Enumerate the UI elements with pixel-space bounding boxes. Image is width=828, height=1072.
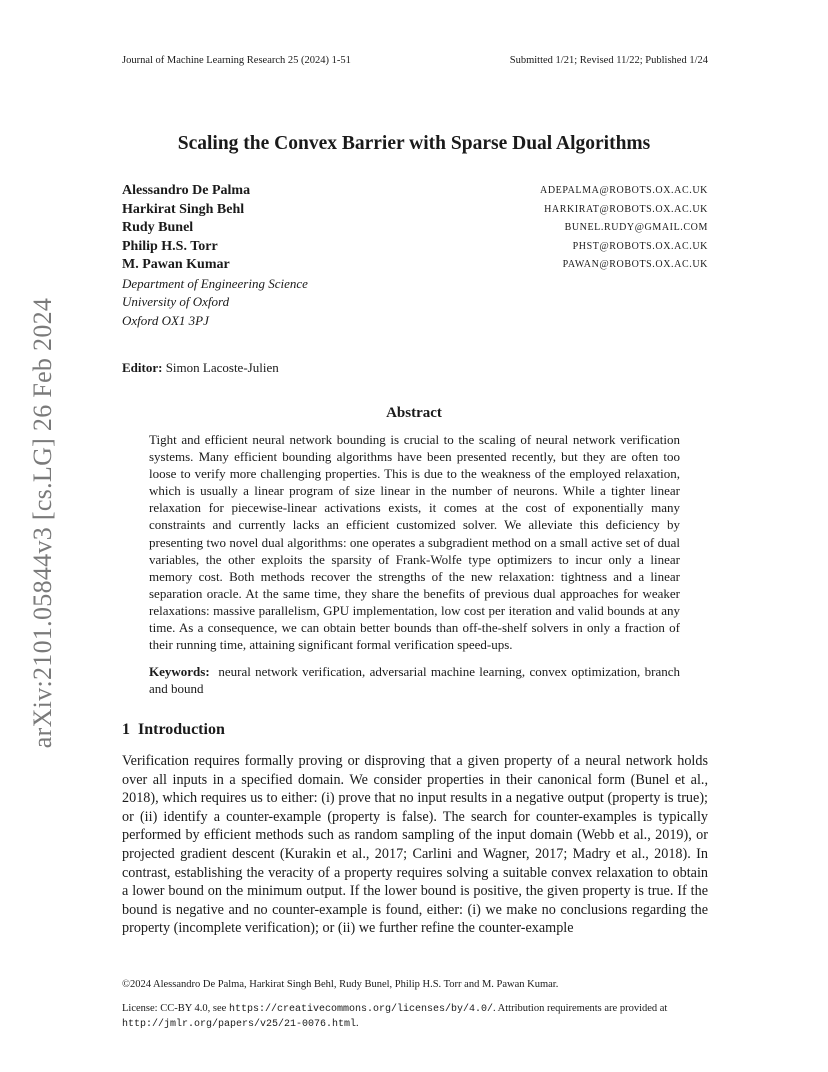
keywords (149, 663, 680, 697)
section-title: Introduction (138, 721, 225, 738)
editor-name: Simon Lacoste-Julien (165, 360, 279, 375)
license-link[interactable]: https://creativecommons.org/licenses/by/4.0/ (228, 1004, 493, 1015)
abstract-text: Tight and efficient neural network bounding is crucial to the scaling of neural network verification systems. Many efficient bounding algorithms have been presented recently, but they are often too loose to verify more challenging properties. This is due to the weakness of the employed relaxation, which is usually a linear program of size linear in the number of neurons. While a tighter linear relaxation for piecewise-linear activations exists, it comes at the cost of exponentially many constraints and currently lacks an efficient customized solver. We alleviate this deficiency by presenting two novel dual algorithms: one operates a subgradient method on a small active set of dual variables, the other exploits the sparsity of Frank-Wolfe type optimizers to incur only a linear memory cost. Both methods recover the strengths of the new relaxation: tightness and a linear separation oracle. At the same time, they share the benefits of previous dual approaches for weaker relaxations: massive parallelism, GPU implementation, low cost per iteration and valid bounds at any time. As a consequence, we can obtain better bounds than off-the-shelf solvers in only a fraction of their running time, attaining significant formal verification speed-ups. (149, 432, 680, 653)
author-email[interactable]: ADEPALMA@ROBOTS.OX.AC.UK (540, 185, 708, 196)
paper-title: Scaling the Convex Barrier with Sparse Dual Algorithms (177, 133, 651, 154)
license-suffix: . (356, 1018, 359, 1029)
copyright-notice: ©2024 Alessandro De Palma, Harkirat Singh Behl, Rudy Bunel, Philip H.S. Torr and M. Pawan Kumar. (122, 979, 559, 990)
editor-label: Editor: (122, 360, 163, 375)
author-name: Rudy Bunel (122, 220, 194, 235)
keywords-label: Keywords: (149, 664, 210, 679)
abstract-heading: Abstract (386, 405, 442, 421)
affiliation-address: Oxford OX1 3PJ (122, 312, 209, 328)
submission-dates: Submitted 1/21; Revised 11/22; Published 1/24 (509, 55, 708, 66)
author-name: Philip H.S. Torr (122, 238, 218, 254)
author-row (122, 238, 708, 257)
author-block (122, 182, 708, 330)
author-email[interactable]: BUNEL.RUDY@GMAIL.COM (564, 222, 708, 233)
author-row (122, 256, 708, 275)
author-name: Alessandro De Palma (122, 183, 251, 198)
author-row (122, 201, 708, 220)
page-footer (122, 978, 708, 1032)
editor-line (122, 360, 279, 376)
author-name: Harkirat Singh Behl (122, 201, 245, 217)
author-email[interactable]: PAWAN@ROBOTS.OX.AC.UK (562, 259, 708, 270)
running-header (122, 55, 708, 66)
journal-citation: Journal of Machine Learning Research 25 (2024) 1-51 (122, 55, 351, 66)
affiliation-department: Department of Engineering Science (122, 275, 308, 291)
author-row (122, 182, 708, 201)
author-row (122, 219, 708, 238)
keywords-list: neural network verification, adversarial machine learning, convex optimization, branch and bound (149, 664, 681, 697)
author-email[interactable]: HARKIRAT@ROBOTS.OX.AC.UK (544, 203, 708, 215)
introduction-text: Verification requires formally proving or disproving that a given property of a neural network holds over all inputs in a specified domain. We consider properties in their canonical form (Bunel et al., 2018), which requires us to either: (i) prove that no input results in a negative output (property is true); or (ii) identify a counter-example (property is false). The search for counter-examples is typically performed by efficient methods such as random sampling of the input domain (Webb et al., 2019), or projected gradient descent (Kurakin et al., 2017; Carlini and Wagner, 2017; Madry et al., 2018). In contrast, establishing the veracity of a property requires solving a suitable convex relaxation to obtain a lower bound on the minimum output. If the lower bound is positive, the given property is true. If the bound is negative and no counter-example is found, either: (i) we make no conclusions regarding the property (incomplete verification); or (ii) we further refine the counter-example (122, 753, 708, 937)
section-number: 1 (122, 721, 130, 738)
license-mid: . Attribution requirements are provided at (492, 1003, 668, 1014)
section-heading (122, 721, 225, 739)
arxiv-identifier-stamp: arXiv:2101.05844v3 [cs.LG] 26 Feb 2024 (28, 297, 57, 749)
affiliation-university: University of Oxford (122, 294, 230, 309)
author-name: M. Pawan Kumar (122, 257, 230, 272)
license-prefix: License: CC-BY 4.0, see (122, 1003, 227, 1014)
author-email[interactable]: PHST@ROBOTS.OX.AC.UK (572, 240, 708, 252)
license-notice (122, 1002, 708, 1032)
paper-link[interactable]: http://jmlr.org/papers/v25/21-0076.html (122, 1019, 357, 1030)
